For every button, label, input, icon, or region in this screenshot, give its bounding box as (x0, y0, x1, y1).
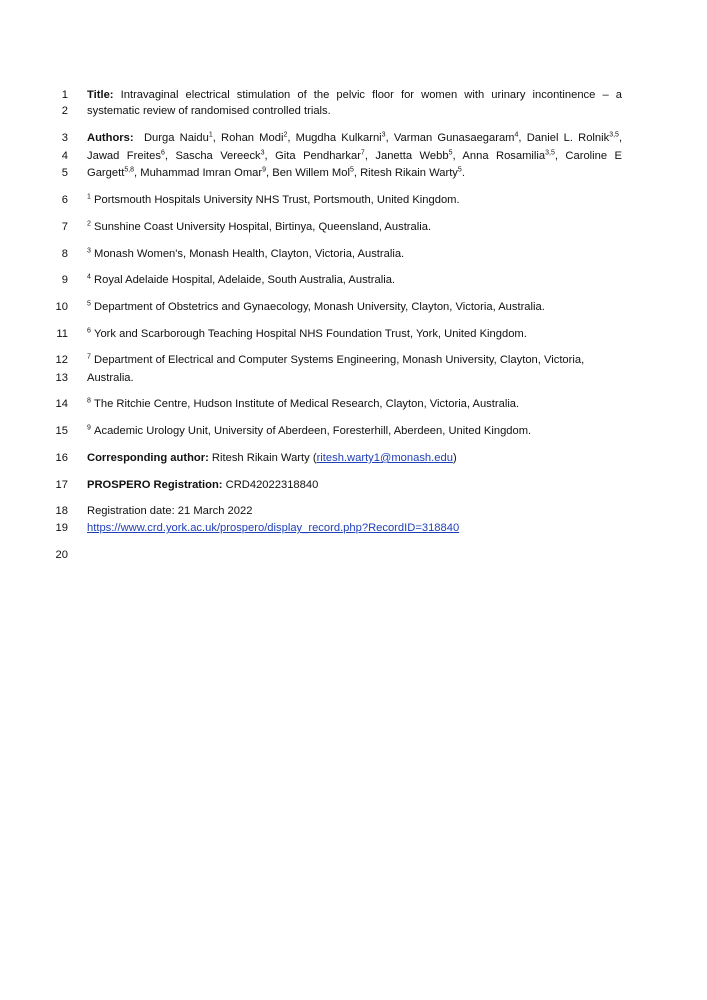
affiliation (87, 396, 519, 412)
author-name: Daniel L. Rolnik (526, 132, 610, 144)
author-affiliation: 3,5 (545, 149, 555, 157)
affiliation (87, 423, 531, 439)
author-affiliation: 5,8 (124, 166, 135, 174)
manuscript-line (0, 130, 707, 146)
line-number: 9 (61, 274, 68, 286)
author-affiliation: 2 (283, 131, 288, 139)
manuscript-line (0, 326, 707, 342)
affiliation-number: 6 (87, 327, 91, 335)
line-number: 8 (61, 248, 68, 260)
manuscript-line (0, 423, 707, 439)
affiliation-text: Portsmouth Hospitals University NHS Trust, Portsmouth, United Kingdom. (94, 194, 460, 206)
affiliation-number: 7 (87, 353, 91, 361)
manuscript-line (0, 299, 707, 315)
title-label: Title: (87, 89, 114, 101)
affiliation-number: 1 (87, 193, 91, 201)
author-affiliation: 6 (160, 149, 165, 157)
prospero-id: CRD42022318840 (225, 479, 319, 491)
line-number: 11 (56, 328, 68, 340)
affiliation-number: 9 (87, 424, 91, 432)
affiliation-text: Department of Obstetrics and Gynaecology, Monash University, Clayton, Victoria, Australia. (94, 301, 545, 313)
affiliation (87, 299, 545, 315)
author-name: Anna Rosamilia (462, 150, 546, 162)
manuscript-line (0, 352, 707, 368)
author-affiliation: 3 (381, 131, 386, 139)
author-affiliation: 5 (457, 166, 462, 174)
manuscript-line (0, 272, 707, 288)
author-affiliation: 7 (360, 149, 365, 157)
author-name: Varman Gunasaegaram (393, 132, 515, 144)
affiliation-text: Royal Adelaide Hospital, Adelaide, South Australia, Australia. (94, 274, 396, 286)
affiliation (87, 246, 404, 262)
line-number: 15 (55, 425, 68, 437)
authors-line: Authors: Durga Naidu$^1$, Rohan Modi$^2$, Mugdha Kulkarni$^3$, Varman Gunasaegaram$^4$, Daniel L. Rolnik$^{3,5}$, (87, 131, 623, 144)
line-number: 18 (55, 505, 68, 517)
affiliation-number: 8 (87, 397, 91, 405)
line-number: 4 (61, 150, 68, 162)
manuscript-line (0, 477, 707, 493)
line-number: 10 (55, 301, 68, 313)
affiliation-text: Academic Urology Unit, University of Aberdeen, Foresterhill, Aberdeen, United Kingdom. (94, 425, 532, 437)
registration-url-link[interactable]: https://www.crd.york.ac.uk/prospero/display_record.php?RecordID=318840 (87, 522, 460, 534)
line-number: 5 (61, 167, 68, 179)
affiliation-number: 5 (87, 300, 91, 308)
line-number: 3 (61, 132, 68, 144)
manuscript-line (0, 503, 707, 519)
affiliation-text: The Ritchie Centre, Hudson Institute of Medical Research, Clayton, Victoria, Australia. (94, 398, 520, 410)
corresponding-email-link[interactable]: ritesh.warty1@monash.edu (316, 452, 453, 464)
corresponding-author (87, 450, 457, 466)
author-name: Caroline E (565, 150, 622, 162)
affiliation-text: York and Scarborough Teaching Hospital NHS Foundation Trust, York, United Kingdom. (94, 328, 527, 340)
author-affiliation: 1 (208, 131, 213, 139)
line-number: 16 (55, 452, 68, 464)
manuscript-line (0, 547, 707, 563)
author-affiliation: 5 (349, 166, 354, 174)
affiliation-text: Monash Women's, Monash Health, Clayton, Victoria, Australia. (94, 248, 405, 260)
manuscript-line (0, 165, 707, 181)
registration-date: Registration date: 21 March 2022 (87, 505, 253, 517)
author-name: Rohan Modi (221, 132, 284, 144)
manuscript-line (0, 450, 707, 466)
prospero-label: PROSPERO Registration: (87, 479, 223, 491)
author-name: Sascha Vereeck (175, 150, 261, 162)
author-name: Muhammad Imran Omar (140, 167, 263, 179)
registration-url-line (87, 520, 459, 536)
corresponding-close: ) (452, 452, 457, 464)
line-number: 13 (55, 372, 68, 384)
author-affiliation: 3 (260, 149, 265, 157)
line-number: 14 (55, 398, 68, 410)
affiliation (87, 272, 395, 288)
affiliation (87, 326, 527, 342)
line-number: 7 (61, 221, 68, 233)
manuscript-line (0, 246, 707, 262)
manuscript-line (0, 396, 707, 412)
corresponding-label: Corresponding author: (87, 452, 209, 464)
author-name: Gargett (87, 167, 125, 179)
manuscript-line (0, 87, 707, 103)
author-affiliation: 3,5 (609, 131, 619, 139)
author-name: Mugdha Kulkarni (295, 132, 382, 144)
affiliation (87, 352, 584, 368)
author-name: Gita Pendharkar (275, 150, 361, 162)
line-number: 1 (61, 89, 68, 101)
manuscript-line (0, 103, 707, 119)
authors-line: Gargett$^{5,8}$, Muhammad Imran Omar$^9$, Ben Willem Mol$^5$, Ritesh Rikain Warty$^5$. (87, 166, 465, 179)
line-number: 12 (55, 354, 68, 366)
line-number: 19 (55, 522, 68, 534)
title-text-continued: systematic review of randomised controlled trials. (87, 105, 331, 117)
author-affiliation: 5 (448, 149, 453, 157)
affiliation-number: 2 (87, 220, 91, 228)
title-text: Intravaginal electrical stimulation of the pelvic floor for women with urinary incontinence – a (120, 89, 622, 101)
manuscript-line (0, 520, 707, 536)
author-name: Jawad Freites (87, 150, 161, 162)
line-number: 17 (55, 479, 68, 491)
line-number: 20 (55, 549, 68, 561)
manuscript-line (0, 370, 707, 386)
author-name: Ritesh Rikain Warty (360, 167, 458, 179)
affiliation-text: Sunshine Coast University Hospital, Birtinya, Queensland, Australia. (94, 221, 432, 233)
manuscript-line (0, 219, 707, 235)
affiliation-number: 3 (87, 247, 91, 255)
manuscript-line (0, 192, 707, 208)
line-number: 6 (61, 194, 68, 206)
author-affiliation: 4 (514, 131, 519, 139)
corresponding-name: Ritesh Rikain Warty ( (211, 452, 317, 464)
affiliation (87, 219, 431, 235)
line-number: 2 (61, 105, 68, 117)
author-name: Durga Naidu (143, 132, 209, 144)
prospero-registration (87, 477, 318, 493)
author-affiliation: 9 (262, 166, 267, 174)
title-line (87, 87, 622, 103)
authors-label: Authors: (87, 132, 134, 144)
manuscript-line (0, 148, 707, 164)
authors-line: Jawad Freites$^6$, Sascha Vereeck$^3$, Gita Pendharkar$^7$, Janetta Webb$^5$, Anna Rosamilia$^{3,5}$, Caroline E (87, 149, 622, 162)
affiliation-number: 4 (87, 273, 91, 281)
affiliation (87, 192, 460, 208)
affiliation-text: Department of Electrical and Computer Systems Engineering, Monash University, Clayton, Victoria, (94, 354, 585, 366)
author-name: Ben Willem Mol (272, 167, 350, 179)
affiliation-text-continued: Australia. (87, 372, 134, 384)
author-name: Janetta Webb (375, 150, 449, 162)
